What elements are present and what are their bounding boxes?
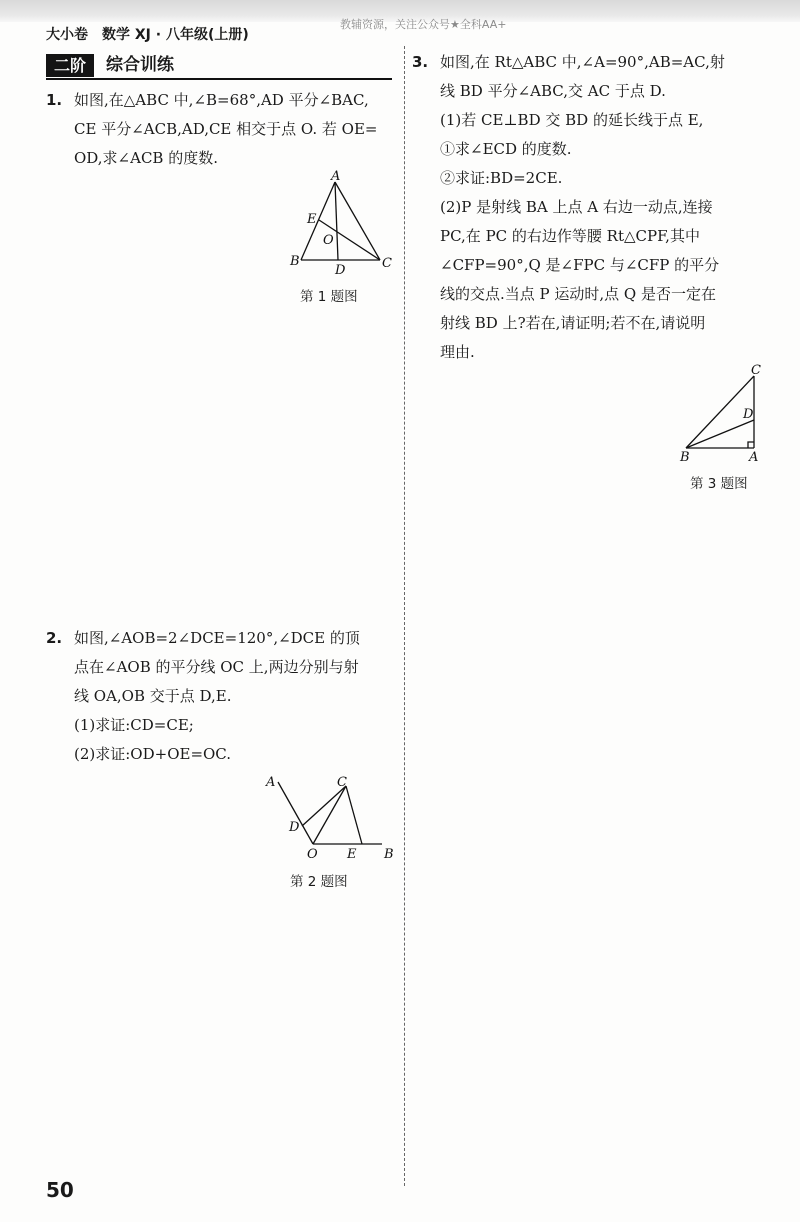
page-number: 50 <box>46 1178 74 1202</box>
segment-cd <box>302 786 346 826</box>
figure-3 <box>672 362 782 466</box>
problem-text-line: (1)求证:CD=CE; <box>74 716 194 734</box>
label-b: B <box>290 254 300 269</box>
label-d: D <box>289 820 300 835</box>
section-badge: 二阶 <box>46 54 94 77</box>
label-c: C <box>337 775 347 790</box>
running-header <box>46 24 249 44</box>
segment-ce <box>346 786 362 844</box>
problem-text-line: (2)P 是射线 BA 上点 A 右边一动点,连接 <box>440 198 713 216</box>
label-a: A <box>749 450 759 465</box>
problem-text-line: 线的交点.当点 P 运动时,点 Q 是否一定在 <box>440 285 717 303</box>
problem-text-line: PC,在 PC 的右边作等腰 Rt△CPF,其中 <box>440 227 700 245</box>
problem-text-line: 如图,在△ABC 中,∠B=68°,AD 平分∠BAC, <box>74 91 369 109</box>
book-name: 大小卷 <box>46 27 88 43</box>
label-a: A <box>266 775 276 790</box>
label-c: C <box>751 363 761 378</box>
problem-text-line: 如图,在 Rt△ABC 中,∠A=90°,AB=AC,射 <box>440 53 725 71</box>
problem-text-line: 线 BD 平分∠ABC,交 AC 于点 D. <box>440 82 666 100</box>
label-e: E <box>347 847 357 862</box>
label-d: D <box>743 407 754 422</box>
problem-text-line: ∠CFP=90°,Q 是∠FPC 与∠CFP 的平分 <box>440 256 720 274</box>
label-o: O <box>323 233 334 248</box>
problem-text-line: ①求∠ECD 的度数. <box>440 140 572 158</box>
label-e: E <box>307 212 317 227</box>
problem-text-line: 射线 BD 上?若在,请证明;若不在,请说明 <box>440 314 706 332</box>
problem-text-line: 理由. <box>440 343 475 361</box>
problem-number: 2. <box>46 629 63 647</box>
figure-1 <box>282 168 402 278</box>
figure-3-caption: 第 3 题图 <box>690 476 748 492</box>
problem-number: 3. <box>412 53 429 71</box>
problem-3 <box>412 48 770 367</box>
problem-text-line: 如图,∠AOB=2∠DCE=120°,∠DCE 的顶 <box>74 629 360 647</box>
problem-number: 1. <box>46 91 63 109</box>
problem-text-line: ②求证:BD=2CE. <box>440 169 563 187</box>
segment-bd <box>686 420 754 448</box>
problem-2 <box>46 624 392 769</box>
label-d: D <box>335 263 346 278</box>
label-b: B <box>680 450 690 465</box>
segment-ac <box>335 182 380 260</box>
figure-2-caption: 第 2 题图 <box>290 874 348 890</box>
figure-1-caption: 第 1 题图 <box>300 289 358 305</box>
label-c: C <box>382 256 392 271</box>
segment-ad <box>335 182 338 260</box>
watermark-text: 教辅资源，关注公众号★全科AA+ <box>340 18 507 31</box>
problem-text-line: OD,求∠ACB 的度数. <box>74 149 218 167</box>
right-angle-mark <box>748 442 754 448</box>
segment-oc <box>313 786 346 844</box>
problem-text-line: 线 OA,OB 交于点 D,E. <box>74 687 232 705</box>
problem-text-line: 点在∠AOB 的平分线 OC 上,两边分别与射 <box>74 658 359 676</box>
section-title: 综合训练 <box>106 55 174 75</box>
subject-label: 数学 XJ · 八年级(上册) <box>102 27 249 43</box>
problem-1 <box>46 86 392 173</box>
column-divider <box>404 46 405 1186</box>
problem-text-line: (2)求证:OD+OE=OC. <box>74 745 232 763</box>
label-b: B <box>384 847 394 862</box>
label-a: A <box>331 169 341 184</box>
figure-2 <box>258 768 398 864</box>
section-heading <box>46 52 392 80</box>
problem-text-line: CE 平分∠ACB,AD,CE 相交于点 O. 若 OE= <box>74 120 378 138</box>
label-o: O <box>307 847 318 862</box>
problem-text-line: (1)若 CE⊥BD 交 BD 的延长线于点 E, <box>440 111 704 129</box>
